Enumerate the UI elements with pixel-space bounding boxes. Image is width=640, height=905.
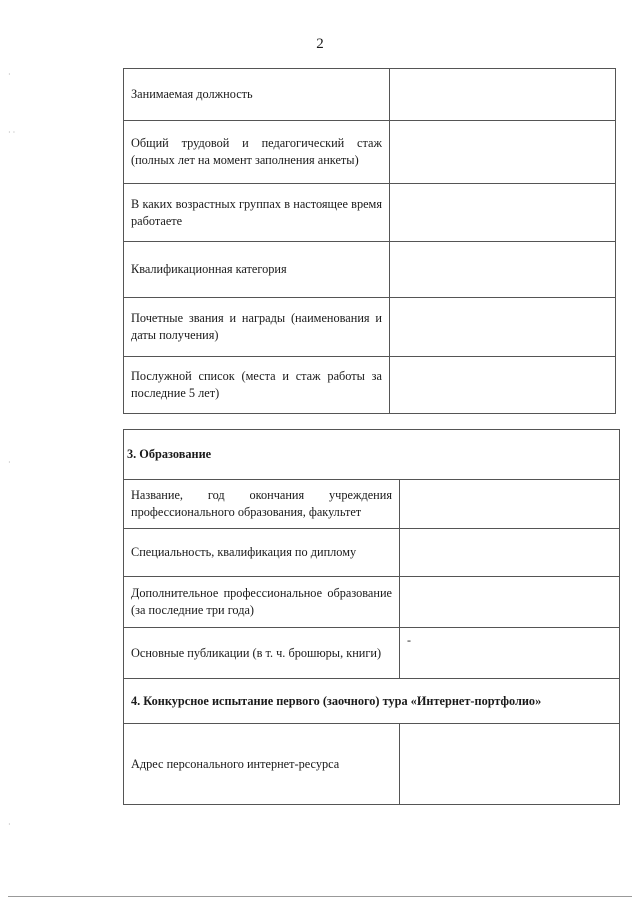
margin-mark: · [8,70,11,79]
row-label-awards: Почетные звания и награды (наименования и даты получения) [124,298,390,357]
row-value-work-record[interactable] [390,357,616,414]
table-row [124,242,616,298]
table-row [124,724,620,805]
margin-mark: · · [8,128,16,137]
row-label-qualification: Квалификационная категория [124,242,390,298]
row-value-internet-resource[interactable] [400,724,620,805]
section-title-education: 3. Образование [124,430,620,480]
row-label-specialty: Специальность, квалификация по диплому [124,529,400,577]
row-value-publications[interactable] [400,628,620,679]
table-row [124,298,616,357]
table-row [124,529,620,577]
row-label-work-record: Послужной список (места и стаж работы за последние 5 лет) [124,357,390,414]
section-title-portfolio: 4. Конкурсное испытание первого (заочного) тура «Интернет-портфолио» [124,679,620,724]
row-label-position: Занимаемая должность [124,69,390,121]
row-value-position[interactable] [390,69,616,121]
row-value-institution[interactable] [400,480,620,529]
questionnaire-table-education [123,429,620,805]
row-value-specialty[interactable] [400,529,620,577]
table-row [124,121,616,184]
page-number: 2 [316,36,324,52]
row-label-internet-resource: Адрес персонального интернет-ресурса [124,724,400,805]
row-label-additional-education: Дополнительное профессиональное образование (за последние три года) [124,577,400,628]
table-row [124,628,620,679]
row-value-additional-education[interactable] [400,577,620,628]
table-row [124,357,616,414]
questionnaire-table-career [123,68,616,414]
row-label-experience: Общий трудовой и педагогический стаж (полных лет на момент заполнения анкеты) [124,121,390,184]
row-value-qualification[interactable] [390,242,616,298]
row-label-institution: Название, год окончания учреждения профессионального образования, факультет [124,480,400,529]
section-header-row [124,430,620,480]
page-bottom-line [8,896,632,897]
row-label-publications: Основные публикации (в т. ч. брошюры, книги) [124,628,400,679]
table-row [124,577,620,628]
row-value-age-groups[interactable] [390,184,616,242]
margin-mark: · [8,458,11,467]
publications-dash: - [407,633,411,647]
row-value-awards[interactable] [390,298,616,357]
section-header-row [124,679,620,724]
table-row [124,480,620,529]
row-label-age-groups: В каких возрастных группах в настоящее время работаете [124,184,390,242]
table-row [124,184,616,242]
margin-mark: · [8,820,11,829]
row-value-experience[interactable] [390,121,616,184]
table-row [124,69,616,121]
